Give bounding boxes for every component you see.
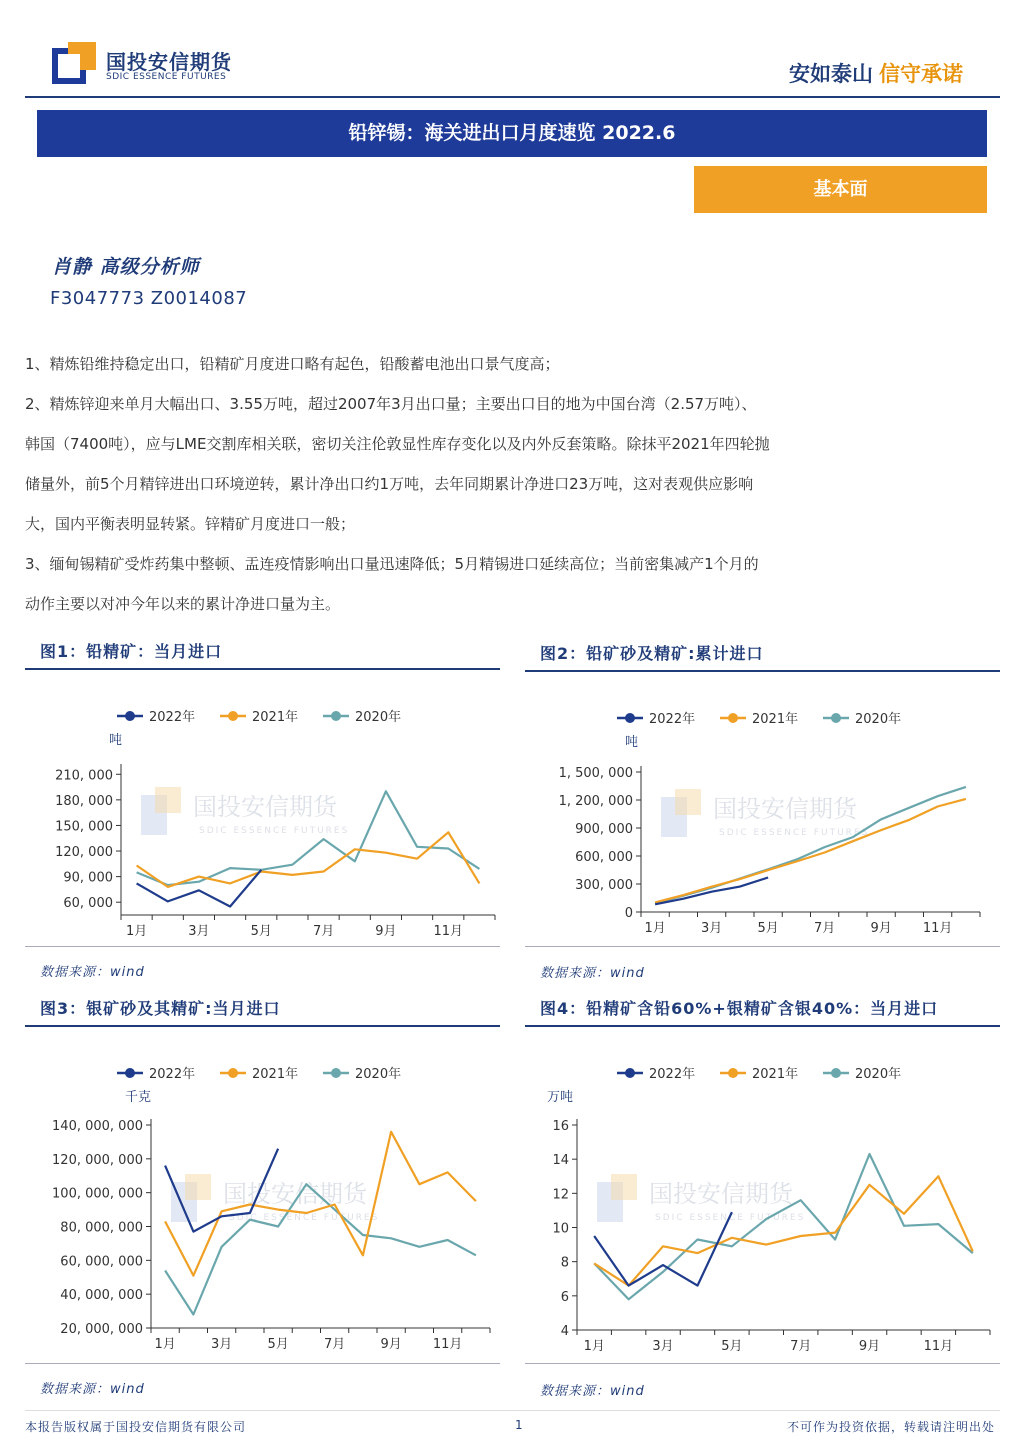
legend-marker <box>228 711 238 721</box>
legend-marker <box>728 713 738 723</box>
summary-line: 储量外，前5个月精锌进出口环境逆转，累计净出口约1万吨，去年同期累计净进口23万吨，这对表观供应影响 <box>25 475 754 493</box>
logo-text-en: SDIC ESSENCE FUTURES <box>106 72 227 82</box>
watermark-mark-icon <box>675 789 701 815</box>
legend-label: 2022年 <box>149 710 196 725</box>
legend-marker <box>331 711 341 721</box>
summary-line: 大，国内平衡表明显转紧。锌精矿月度进口一般； <box>25 515 356 533</box>
watermark-mark-icon <box>185 1174 211 1200</box>
x-tick-label: 9月 <box>870 921 892 936</box>
legend-marker <box>125 711 135 721</box>
y-tick-label: 10 <box>552 1221 569 1237</box>
page-number: 1 <box>515 1418 523 1432</box>
figure-3-title: 图3：银矿砂及其精矿:当月进口 <box>40 999 281 1018</box>
watermark-text-cn: 国投安信期货 <box>649 1180 793 1208</box>
x-tick-label: 9月 <box>375 924 397 939</box>
header-divider <box>25 96 1000 98</box>
series-line-2022年 <box>137 870 262 907</box>
watermark-text-en: SDIC ESSENCE FUTURES <box>655 1213 806 1223</box>
x-tick-label: 11月 <box>433 924 464 939</box>
x-tick-label: 7月 <box>312 924 335 939</box>
y-tick-label: 150, 000 <box>55 819 113 835</box>
y-tick-label: 20, 000, 000 <box>60 1322 143 1337</box>
summary-text <box>25 344 1000 624</box>
y-tick-label: 1, 200, 000 <box>558 794 633 809</box>
x-tick-label: 7月 <box>790 1339 812 1354</box>
y-tick-label: 60, 000, 000 <box>60 1254 143 1270</box>
figure-1-source: 数据来源：wind <box>40 965 145 980</box>
company-logo <box>52 40 352 90</box>
figure-2-title: 图2：铅矿砂及精矿:累计进口 <box>540 644 764 663</box>
x-tick-label: 5月 <box>757 921 779 936</box>
legend-label: 2020年 <box>355 1067 402 1082</box>
legend-label: 2022年 <box>149 1067 196 1082</box>
figure-1-rule <box>25 668 500 670</box>
series-line-2022年 <box>594 1212 732 1286</box>
y-axis-unit: 吨 <box>625 735 639 750</box>
legend-marker <box>228 1068 238 1078</box>
y-tick-label: 80, 000, 000 <box>60 1220 143 1236</box>
x-tick-label: 1月 <box>154 1337 176 1352</box>
x-tick-label: 3月 <box>188 924 210 939</box>
footer-copyright: 本报告版权属于国投安信期货有限公司 <box>25 1420 247 1434</box>
y-tick-label: 900, 000 <box>575 822 633 837</box>
legend-label: 2021年 <box>252 1067 299 1082</box>
summary-line: 3、缅甸锡精矿受炸药集中整顿、盂连疫情影响出口量迅速降低；5月精锡进口延续高位；当前密集减产1个月的 <box>25 555 759 573</box>
x-tick-label: 7月 <box>813 921 836 936</box>
watermark-text-cn: 国投安信期货 <box>713 795 857 823</box>
logo-text-cn: 国投安信期货 <box>106 50 232 74</box>
y-tick-label: 90, 000 <box>63 870 113 886</box>
figure-4-title: 图4：铅精矿含铅60%+银精矿含银40%：当月进口 <box>540 999 939 1018</box>
y-tick-label: 60, 000 <box>63 896 113 912</box>
logo-mark-icon <box>52 42 96 86</box>
y-tick-label: 16 <box>552 1119 569 1134</box>
figure-1-bottom-rule <box>25 946 500 947</box>
x-tick-label: 3月 <box>210 1337 233 1352</box>
footer-disclaimer: 不可作为投资依据，转载请注明出处 <box>786 1420 995 1434</box>
y-tick-label: 120, 000, 000 <box>52 1152 143 1168</box>
slogan-part-a: 安如泰山 <box>789 62 873 86</box>
y-tick-label: 210, 000 <box>55 768 113 784</box>
watermark-mark-icon <box>611 1174 637 1200</box>
figure-3-bottom-rule <box>25 1363 500 1364</box>
y-tick-label: 4 <box>560 1324 569 1339</box>
y-tick-label: 0 <box>624 906 633 921</box>
x-tick-label: 11月 <box>923 1339 954 1354</box>
x-tick-label: 1月 <box>125 924 148 939</box>
chart-4 <box>525 1047 1000 1362</box>
footer-divider <box>25 1410 1000 1411</box>
y-tick-label: 1, 500, 000 <box>558 766 633 781</box>
page-header <box>0 0 1025 100</box>
legend-marker <box>331 1068 341 1078</box>
x-tick-label: 5月 <box>721 1339 743 1354</box>
x-tick-label: 11月 <box>922 921 953 936</box>
watermark-text-en: SDIC ESSENCE FUTURES <box>719 828 870 838</box>
report-title: 铅锌锡：海关进出口月度速览 2022.6 <box>37 110 987 157</box>
chart-2 <box>525 692 1000 947</box>
figure-4-rule <box>525 1025 1000 1027</box>
legend-marker <box>625 1068 635 1078</box>
legend-label: 2022年 <box>649 712 696 727</box>
legend-marker <box>625 713 635 723</box>
x-tick-label: 3月 <box>652 1339 674 1354</box>
watermark-text-cn: 国投安信期货 <box>193 793 337 821</box>
x-tick-label: 3月 <box>700 921 723 936</box>
watermark-text-en: SDIC ESSENCE FUTURES <box>199 826 350 836</box>
summary-line: 动作主要以对冲今年以来的累计净进口量为主。 <box>25 595 341 613</box>
y-tick-label: 6 <box>560 1289 569 1305</box>
author-license-ids: F3047773 Z0014087 <box>50 288 248 309</box>
legend-label: 2021年 <box>752 712 799 727</box>
legend-label: 2021年 <box>252 710 299 725</box>
figure-2-source: 数据来源：wind <box>540 966 645 981</box>
series-line-2021年 <box>137 832 480 887</box>
legend-marker <box>831 1068 841 1078</box>
watermark-text-en: SDIC ESSENCE FUTURES <box>229 1213 380 1223</box>
x-tick-label: 1月 <box>583 1339 605 1354</box>
author-name: 肖静 高级分析师 <box>52 256 200 278</box>
figure-2-bottom-rule <box>525 946 1000 947</box>
x-tick-label: 11月 <box>432 1337 463 1352</box>
watermark-text-cn: 国投安信期货 <box>223 1180 367 1208</box>
category-tag: 基本面 <box>694 166 987 213</box>
legend-marker <box>728 1068 738 1078</box>
figure-4-source: 数据来源：wind <box>540 1384 645 1399</box>
x-tick-label: 7月 <box>323 1337 346 1352</box>
x-tick-label: 9月 <box>858 1339 881 1354</box>
chart-3 <box>25 1047 500 1362</box>
summary-line: 1、精炼铅维持稳定出口，铅精矿月度进口略有起色，铅酸蓄电池出口景气度高； <box>25 355 560 373</box>
x-tick-label: 1月 <box>644 921 666 936</box>
legend-marker <box>831 713 841 723</box>
y-tick-label: 12 <box>552 1187 569 1203</box>
y-tick-label: 8 <box>560 1255 569 1271</box>
y-tick-label: 600, 000 <box>575 850 633 865</box>
legend-label: 2021年 <box>752 1067 799 1082</box>
chart-1 <box>25 690 500 945</box>
summary-line: 2、精炼锌迎来单月大幅出口、3.55万吨，超过2007年3月出口量；主要出口目的地为中国台湾（2.57万吨）、 <box>25 395 757 413</box>
y-axis-unit: 万吨 <box>547 1090 574 1105</box>
legend-label: 2020年 <box>855 1067 902 1082</box>
y-tick-label: 180, 000 <box>55 793 113 809</box>
figure-3-source: 数据来源：wind <box>40 1382 145 1397</box>
y-tick-label: 100, 000, 000 <box>52 1186 143 1202</box>
legend-marker <box>125 1068 135 1078</box>
watermark-mark-icon <box>155 787 181 813</box>
x-tick-label: 9月 <box>380 1337 402 1352</box>
y-axis-unit: 吨 <box>109 733 123 748</box>
summary-line: 韩国（7400吨），应与LME交割库相关联，密切关注伦敦显性库存变化以及内外反套策略。除抹平2021年四轮抛 <box>25 435 770 453</box>
y-tick-label: 300, 000 <box>575 878 633 893</box>
series-line-2020年 <box>594 1154 973 1299</box>
y-tick-label: 140, 000, 000 <box>52 1119 143 1134</box>
y-tick-label: 40, 000, 000 <box>60 1288 143 1304</box>
figure-2-rule <box>525 670 1000 672</box>
slogan-part-b: 信守承诺 <box>879 62 963 86</box>
legend-label: 2022年 <box>649 1067 696 1082</box>
figure-3-rule <box>25 1025 500 1027</box>
y-tick-label: 120, 000 <box>55 845 113 861</box>
slogan <box>789 58 963 88</box>
x-tick-label: 5月 <box>250 924 272 939</box>
series-line-2022年 <box>655 878 768 905</box>
x-tick-label: 5月 <box>267 1337 289 1352</box>
y-tick-label: 14 <box>552 1153 569 1169</box>
y-axis-unit: 千克 <box>125 1090 152 1105</box>
figure-1-title: 图1：铅精矿：当月进口 <box>40 642 223 661</box>
figure-4-bottom-rule <box>525 1363 1000 1364</box>
legend-label: 2020年 <box>855 712 902 727</box>
legend-label: 2020年 <box>355 710 402 725</box>
